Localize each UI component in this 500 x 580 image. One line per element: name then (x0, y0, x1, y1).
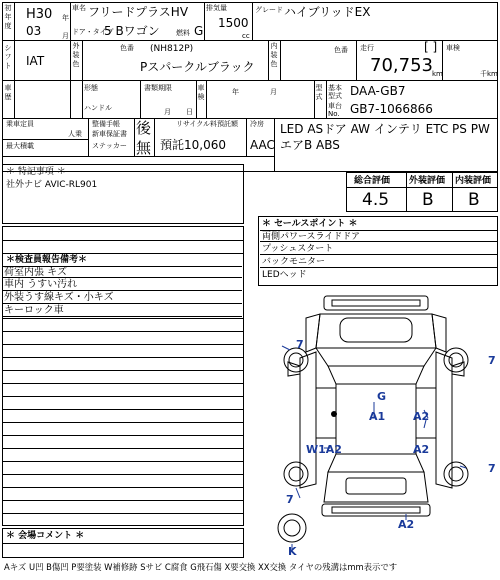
chassis-value: GB7-1066866 (350, 102, 433, 116)
damage-mark-7: 7 (296, 338, 304, 351)
doc-label: 書類期限 (144, 84, 172, 92)
exterior-label: 外装色 (72, 42, 80, 68)
shift-value: IAT (26, 54, 45, 68)
inspection-label: 車検 (197, 84, 205, 101)
warranty-label: 新車保証書 (92, 130, 127, 138)
color-name-value: Pスパークルブラック (140, 60, 255, 74)
mileage-value: 70,753 (370, 55, 433, 76)
recycle-label: リサイクル料預託額 (176, 120, 239, 128)
int-eval-value: B (468, 190, 480, 210)
damage-mark-w1a2: W1A2 (306, 443, 342, 456)
blank-note-row (2, 331, 244, 332)
load-label: 最大積載 (6, 142, 34, 150)
warranty-mark: 無 (136, 139, 152, 157)
door-type-label: ドア・タイプ (72, 28, 114, 36)
equipment-line-2: エアB ABS (280, 138, 340, 152)
ext-eval-value: B (422, 190, 434, 210)
shift-label: シフト (4, 44, 12, 70)
mileage-label: 走行 (360, 44, 374, 52)
legend: Aキズ U凹 B傷凹 P要塗装 W補修跡 Sサビ C腐食 G飛石傷 X要交換 XX交換 タイヤの残溝はmm表示です (4, 562, 398, 572)
car-diagram (256, 288, 498, 560)
damage-mark-7: 7 (488, 462, 496, 475)
blank-note-row (2, 461, 244, 462)
cert-label: 車検 (446, 44, 460, 52)
blank-note-row (2, 344, 244, 345)
doc-day: 日 (186, 108, 193, 116)
history-label: 車歴 (4, 84, 12, 101)
inspector-note-item: キーロック車 (2, 305, 242, 317)
insp-month: 月 (270, 88, 277, 96)
equipment-line-1: LED ASドア AW インテリ ETC PS PW (280, 122, 490, 136)
sales-point-item: プッシュスタート (260, 243, 498, 255)
capacity-label: 乗車定員 (6, 120, 34, 128)
blank-note-row (2, 422, 244, 423)
month-value: 03 (26, 24, 42, 38)
inspector-note-item: 荷室内張 キズ (2, 266, 242, 278)
fuel-label: 燃料 (176, 29, 190, 37)
thousand-km: 千km (480, 70, 498, 78)
displacement-value: 1500 (218, 16, 249, 30)
cc-unit: cc (242, 32, 250, 40)
form-label: 形態 (84, 84, 98, 92)
manual-label: 整備手帳 (92, 120, 120, 128)
damage-mark-g: G (377, 390, 387, 403)
special-notes-header: ＊ 特記事項 ＊ (6, 167, 66, 177)
manual-mark: 後 (136, 119, 152, 137)
color-code-label: 色番 (120, 44, 134, 52)
blank-note-row (2, 474, 244, 475)
insp-year: 年 (232, 88, 239, 96)
mileage-km: km (432, 70, 443, 78)
blank-note-row (2, 435, 244, 436)
month-suffix: 月 (62, 32, 69, 40)
grade-value: ハイブリッドEX (284, 5, 371, 19)
blank-note-row (2, 318, 244, 319)
blank-note-row (2, 396, 244, 397)
displacement-label: 排気量 (206, 4, 227, 12)
handle-label: ハンドル (84, 104, 112, 112)
car-name-label: 車名 (72, 4, 86, 12)
total-eval-value: 4.5 (362, 190, 390, 210)
ext-eval-label: 外装評価 (409, 176, 446, 186)
inspector-note-item: 車内 うすい汚れ (2, 279, 242, 291)
aircon-value: AAC (250, 138, 275, 152)
blank-note-row (2, 513, 244, 514)
door-type-value: 5 Bワゴン (104, 24, 160, 38)
blank-note-row (2, 500, 244, 501)
damage-mark-7: 7 (286, 493, 294, 506)
venue-comment-header: ＊ 会場コメント ＊ (6, 531, 85, 541)
int-eval-label: 内装評価 (455, 176, 492, 186)
blank-note-row (2, 448, 244, 449)
color-code-value: (NH812P) (150, 44, 194, 54)
interior-color-no-label: 色番 (334, 46, 348, 54)
car-name-value: フリードプラスHV (88, 5, 189, 19)
inspector-notes-header: ＊検査員報告備考＊ (6, 255, 88, 265)
blank-note-row (2, 487, 244, 488)
first-reg-label: 初年度 (4, 4, 12, 30)
doc-month: 月 (164, 108, 171, 116)
sales-point-item: 両側パワースライドドア (260, 230, 498, 242)
year-value: H30 (26, 7, 53, 22)
model-value: DAA-GB7 (350, 84, 406, 98)
blank-note-row (2, 409, 244, 410)
recycle-value: 預託10,060 (160, 138, 226, 152)
blank-note-row (2, 370, 244, 371)
damage-mark-a2: A2 (398, 518, 415, 531)
damage-mark-a2: A2 (413, 410, 430, 423)
damage-mark-a1: A1 (369, 410, 386, 423)
aircon-label: 冷房 (250, 120, 264, 128)
blank-note-row (2, 383, 244, 384)
damage-mark-a2: A2 (413, 443, 430, 456)
special-note-item: 社外ナビ AVIC-RL901 (6, 180, 98, 190)
mileage-box: [ ] (424, 40, 438, 54)
sales-point-item: LEDヘッド (262, 270, 307, 280)
damage-mark-k: K (288, 545, 297, 558)
damage-mark-7: 7 (488, 354, 496, 367)
type-label: 型式 (315, 84, 323, 101)
sales-point-item: バックモニター (260, 256, 498, 268)
sticker-label: ステッカー (92, 142, 127, 150)
total-eval-label: 総合評価 (354, 176, 391, 186)
blank-note-row (2, 357, 244, 358)
grade-label: グレード (255, 6, 283, 14)
chassis-label: 車台No. (328, 102, 342, 118)
model-label: 基本型式 (328, 84, 342, 100)
year-suffix: 年 (62, 14, 69, 22)
persons-label: 人乗 (68, 130, 82, 138)
interior-label: 内装色 (270, 42, 278, 68)
sales-points-header: ＊ セールスポイント ＊ (262, 219, 358, 229)
inspector-note-item: 外装うす線キズ・小キズ (2, 292, 242, 304)
fuel-value: G (194, 24, 204, 38)
